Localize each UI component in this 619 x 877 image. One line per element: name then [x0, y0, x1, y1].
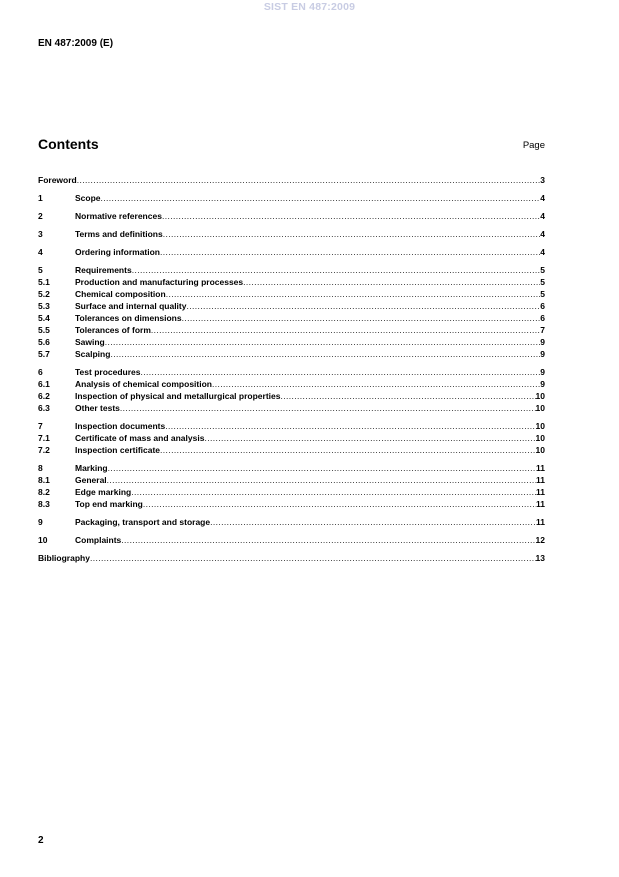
toc-leader-dots [105, 337, 541, 347]
toc-leader-dots [108, 463, 536, 473]
toc-entry-page: 12 [535, 535, 545, 545]
toc-entry-title: Inspection documents [75, 421, 166, 431]
toc-entry-number: 8 [38, 463, 43, 473]
toc-leader-dots [186, 301, 540, 311]
toc-entry-number: 8.1 [38, 475, 50, 485]
toc-leader-dots [110, 349, 540, 359]
toc-entry-number: 6.2 [38, 391, 50, 401]
toc-entry-page: 4 [540, 211, 545, 221]
toc-entry-page: 4 [540, 229, 545, 239]
toc-entry-number: 5.7 [38, 349, 50, 359]
toc-leader-dots [77, 175, 541, 185]
toc-entry-scope[interactable] [38, 193, 545, 205]
toc-entry-page: 4 [540, 247, 545, 257]
toc-entry-page: 10 [535, 433, 545, 443]
toc-entry-number: 9 [38, 517, 43, 527]
toc-leader-dots [182, 313, 541, 323]
toc-entry-title: Bibliography [38, 553, 90, 563]
toc-entry-title: Marking [75, 463, 108, 473]
toc-entry-title: Production and manufacturing processes [75, 277, 244, 287]
toc-entry-number: 10 [38, 535, 48, 545]
toc-leader-dots [107, 475, 536, 485]
toc-leader-dots [160, 445, 536, 455]
toc-leader-dots [132, 265, 541, 275]
toc-entry-title: Inspection of physical and metallurgical properties [75, 391, 281, 401]
toc-entry-title: Packaging, transport and storage [75, 517, 211, 527]
toc-entry-title: Scalping [75, 349, 111, 359]
toc-leader-dots [151, 325, 540, 335]
toc-entry-complaints[interactable] [38, 535, 545, 547]
toc-entry-title: Test procedures [75, 367, 141, 377]
toc-entry-other-tests[interactable] [38, 403, 545, 415]
toc-entry-inspection-documents[interactable] [38, 421, 545, 433]
toc-entry-page: 6 [540, 301, 545, 311]
toc-entry-page: 11 [536, 487, 545, 497]
toc-entry-number: 7.2 [38, 445, 50, 455]
toc-entry-page: 9 [540, 337, 545, 347]
toc-entry-chemical-composition[interactable] [38, 289, 545, 301]
toc-entry-page: 11 [536, 517, 545, 527]
toc-entry-title: Scope [75, 193, 101, 203]
toc-entry-title: Terms and definitions [75, 229, 163, 239]
toc-entry-surface-quality[interactable] [38, 301, 545, 313]
toc-entry-page: 5 [540, 289, 545, 299]
toc-entry-number: 5.5 [38, 325, 50, 335]
toc-entry-title: Normative references [75, 211, 162, 221]
toc-entry-bibliography[interactable] [38, 553, 545, 565]
toc-entry-title: Certificate of mass and analysis [75, 433, 205, 443]
toc-leader-dots [212, 379, 540, 389]
toc-entry-ordering-information[interactable] [38, 247, 545, 259]
toc-entry-packaging[interactable] [38, 517, 545, 529]
toc-entry-number: 2 [38, 211, 43, 221]
toc-entry-number: 5.4 [38, 313, 50, 323]
toc-entry-title: Other tests [75, 403, 120, 413]
toc-entry-title: Requirements [75, 265, 132, 275]
toc-entry-page: 4 [540, 193, 545, 203]
toc-entry-production-processes[interactable] [38, 277, 545, 289]
page-number: 2 [38, 835, 44, 846]
toc-entry-page: 5 [540, 265, 545, 275]
toc-entry-number: 6.1 [38, 379, 50, 389]
toc-entry-marking[interactable] [38, 463, 545, 475]
toc-entry-requirements[interactable] [38, 265, 545, 277]
toc-entry-number: 6.3 [38, 403, 50, 413]
toc-leader-dots [166, 289, 541, 299]
toc-leader-dots [163, 229, 541, 239]
toc-entry-page: 7 [540, 325, 545, 335]
toc-entry-title: Top end marking [75, 499, 143, 509]
table-of-contents [38, 175, 545, 565]
toc-entry-top-end-marking[interactable] [38, 499, 545, 511]
toc-entry-number: 5 [38, 265, 43, 275]
toc-entry-number: 7.1 [38, 433, 50, 443]
toc-entry-edge-marking[interactable] [38, 487, 545, 499]
toc-entry-page: 9 [540, 349, 545, 359]
toc-entry-inspection-properties[interactable] [38, 391, 545, 403]
toc-entry-number: 5.1 [38, 277, 50, 287]
toc-entry-page: 10 [535, 391, 545, 401]
toc-entry-title: Inspection certificate [75, 445, 161, 455]
toc-entry-title: Chemical composition [75, 289, 166, 299]
toc-entry-page: 10 [535, 421, 545, 431]
toc-entry-title: Surface and internal quality [75, 301, 187, 311]
toc-entry-tolerances-dimensions[interactable] [38, 313, 545, 325]
toc-leader-dots [160, 247, 540, 257]
toc-entry-number: 3 [38, 229, 43, 239]
toc-leader-dots [121, 535, 535, 545]
toc-entry-number: 6 [38, 367, 43, 377]
toc-entry-terms-and-definitions[interactable] [38, 229, 545, 241]
toc-entry-sawing[interactable] [38, 337, 545, 349]
toc-entry-page: 9 [540, 379, 545, 389]
toc-entry-certificate-mass[interactable] [38, 433, 545, 445]
toc-entry-page: 10 [535, 403, 545, 413]
toc-leader-dots [120, 403, 536, 413]
toc-entry-title: Tolerances of form [75, 325, 151, 335]
toc-entry-normative-references[interactable] [38, 211, 545, 223]
toc-entry-general[interactable] [38, 475, 545, 487]
toc-entry-scalping[interactable] [38, 349, 545, 361]
toc-entry-page: 11 [536, 463, 545, 473]
toc-entry-page: 10 [535, 445, 545, 455]
toc-entry-number: 5.6 [38, 337, 50, 347]
contents-title: Contents [38, 136, 99, 152]
toc-entry-number: 7 [38, 421, 43, 431]
toc-entry-page: 9 [540, 367, 545, 377]
watermark: SIST EN 487:2009 [263, 1, 356, 13]
toc-leader-dots [280, 391, 535, 401]
toc-leader-dots [210, 517, 536, 527]
toc-leader-dots [141, 367, 541, 377]
toc-entry-title: Analysis of chemical composition [75, 379, 212, 389]
toc-entry-analysis-chemical[interactable] [38, 379, 545, 391]
toc-entry-test-procedures[interactable] [38, 367, 545, 379]
toc-entry-page: 6 [540, 313, 545, 323]
toc-entry-title: Edge marking [75, 487, 132, 497]
toc-entry-page: 11 [536, 499, 545, 509]
toc-leader-dots [131, 487, 536, 497]
toc-entry-title: Tolerances on dimensions [75, 313, 182, 323]
toc-entry-page: 11 [536, 475, 545, 485]
toc-leader-dots [204, 433, 535, 443]
toc-leader-dots [143, 499, 536, 509]
toc-entry-page: 3 [540, 175, 545, 185]
toc-entry-foreword[interactable] [38, 175, 545, 187]
toc-entry-number: 1 [38, 193, 43, 203]
toc-entry-number: 4 [38, 247, 43, 257]
toc-leader-dots [243, 277, 540, 287]
page-column-label: Page [522, 140, 545, 151]
toc-entry-title: Ordering information [75, 247, 160, 257]
toc-entry-inspection-certificate[interactable] [38, 445, 545, 457]
toc-leader-dots [90, 553, 536, 563]
toc-entry-page: 5 [540, 277, 545, 287]
toc-entry-tolerances-form[interactable] [38, 325, 545, 337]
toc-entry-title: General [75, 475, 107, 485]
document-id: EN 487:2009 (E) [38, 38, 114, 49]
toc-leader-dots [101, 193, 541, 203]
toc-entry-number: 8.3 [38, 499, 50, 509]
toc-leader-dots [165, 421, 535, 431]
toc-entry-number: 5.2 [38, 289, 50, 299]
toc-entry-title: Complaints [75, 535, 122, 545]
toc-entry-title: Sawing [75, 337, 105, 347]
toc-leader-dots [162, 211, 540, 221]
toc-entry-number: 5.3 [38, 301, 50, 311]
toc-entry-number: 8.2 [38, 487, 50, 497]
toc-entry-page: 13 [535, 553, 545, 563]
toc-entry-title: Foreword [38, 175, 77, 185]
